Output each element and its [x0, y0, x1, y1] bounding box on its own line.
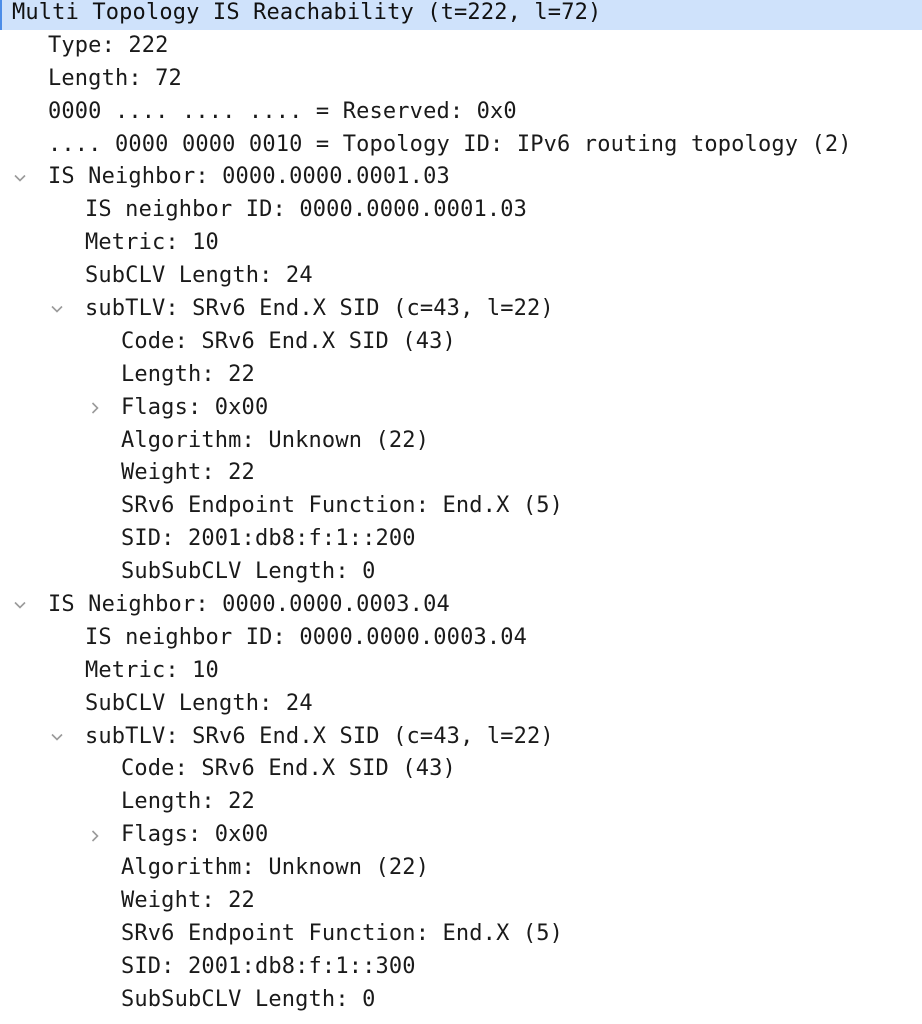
chevron-right-icon[interactable]	[87, 392, 103, 425]
tree-row-label: Multi Topology IS Reachability (t=222, l=72)	[12, 0, 602, 25]
tree-row-label: IS neighbor ID: 0000.0000.0003.04	[85, 624, 528, 650]
tree-row-algorithm[interactable]	[0, 425, 922, 458]
tree-row-metric[interactable]	[0, 227, 922, 260]
tree-row-label: Length: 72	[48, 65, 182, 91]
tree-row-label: SID: 2001:db8:f:1::300	[121, 953, 416, 979]
tree-row-neighbor-id[interactable]	[0, 622, 922, 655]
tree-row-label: subTLV: SRv6 End.X SID (c=43, l=22)	[85, 723, 554, 749]
tree-row-label: Length: 22	[121, 789, 255, 815]
tree-row-label: SubCLV Length: 24	[85, 690, 313, 716]
tree-row-topology-id[interactable]	[0, 129, 922, 162]
tree-row-type[interactable]	[0, 30, 922, 63]
tree-row-subsubclv-length[interactable]	[0, 556, 922, 589]
tree-row-length[interactable]	[0, 359, 922, 392]
tree-row-label: Weight: 22	[121, 888, 255, 914]
tree-row-endpoint-function[interactable]	[0, 490, 922, 523]
tree-row-subsubclv-length[interactable]	[0, 984, 922, 1017]
tree-row-label: SID: 2001:db8:f:1::200	[121, 526, 416, 552]
chevron-down-icon[interactable]	[12, 161, 28, 194]
tree-row-is-neighbor[interactable]	[0, 161, 922, 194]
tree-row-sid[interactable]	[0, 523, 922, 556]
tree-row-label: SubSubCLV Length: 0	[121, 559, 376, 585]
tree-row-label: Flags: 0x00	[121, 394, 269, 420]
tree-row-label: Weight: 22	[121, 460, 255, 486]
tree-row-label: Type: 222	[48, 32, 169, 58]
tree-row-label: Metric: 10	[85, 230, 219, 256]
tree-row-label: SRv6 Endpoint Function: End.X (5)	[121, 920, 564, 946]
tree-row-length[interactable]	[0, 63, 922, 96]
tree-row-sid[interactable]	[0, 951, 922, 984]
tree-row-code[interactable]	[0, 753, 922, 786]
tree-row-subtlv[interactable]	[0, 293, 922, 326]
tree-row-label: Code: SRv6 End.X SID (43)	[121, 328, 456, 354]
tree-row-label: SubCLV Length: 24	[85, 263, 313, 289]
tree-row-label: Code: SRv6 End.X SID (43)	[121, 756, 456, 782]
tree-row-is-neighbor[interactable]	[0, 589, 922, 622]
tree-row-label: IS neighbor ID: 0000.0000.0001.03	[85, 197, 528, 223]
tree-row-mt-is-reachability[interactable]	[0, 0, 922, 30]
tree-row-label: 0000 .... .... .... = Reserved: 0x0	[48, 98, 517, 124]
tree-row-weight[interactable]	[0, 885, 922, 918]
chevron-right-icon[interactable]	[87, 819, 103, 852]
tree-row-metric[interactable]	[0, 655, 922, 688]
tree-row-label: SubSubCLV Length: 0	[121, 986, 376, 1012]
tree-row-label: Metric: 10	[85, 657, 219, 683]
tree-row-code[interactable]	[0, 326, 922, 359]
tree-row-algorithm[interactable]	[0, 852, 922, 885]
tree-row-label: SRv6 Endpoint Function: End.X (5)	[121, 493, 564, 519]
tree-row-label: .... 0000 0000 0010 = Topology ID: IPv6 routing topology (2)	[48, 131, 852, 157]
tree-row-flags[interactable]	[0, 392, 922, 425]
tree-row-label: IS Neighbor: 0000.0000.0003.04	[48, 592, 450, 618]
tree-row-label: Algorithm: Unknown (22)	[121, 855, 430, 881]
tree-row-reserved[interactable]	[0, 96, 922, 129]
tree-row-subtlv[interactable]	[0, 721, 922, 754]
tree-row-weight[interactable]	[0, 457, 922, 490]
tree-row-label: subTLV: SRv6 End.X SID (c=43, l=22)	[85, 296, 554, 322]
chevron-down-icon[interactable]	[49, 293, 65, 326]
tree-row-label: Algorithm: Unknown (22)	[121, 427, 430, 453]
tree-row-label: Length: 22	[121, 361, 255, 387]
tree-row-label: IS Neighbor: 0000.0000.0001.03	[48, 164, 450, 190]
chevron-down-icon[interactable]	[49, 721, 65, 754]
tree-row-length[interactable]	[0, 786, 922, 819]
tree-row-flags[interactable]	[0, 819, 922, 852]
tree-row-label: Flags: 0x00	[121, 822, 269, 848]
tree-row-neighbor-id[interactable]	[0, 194, 922, 227]
tree-row-subclv-length[interactable]	[0, 260, 922, 293]
chevron-down-icon[interactable]	[12, 589, 28, 622]
tree-row-endpoint-function[interactable]	[0, 918, 922, 951]
tree-row-subclv-length[interactable]	[0, 688, 922, 721]
